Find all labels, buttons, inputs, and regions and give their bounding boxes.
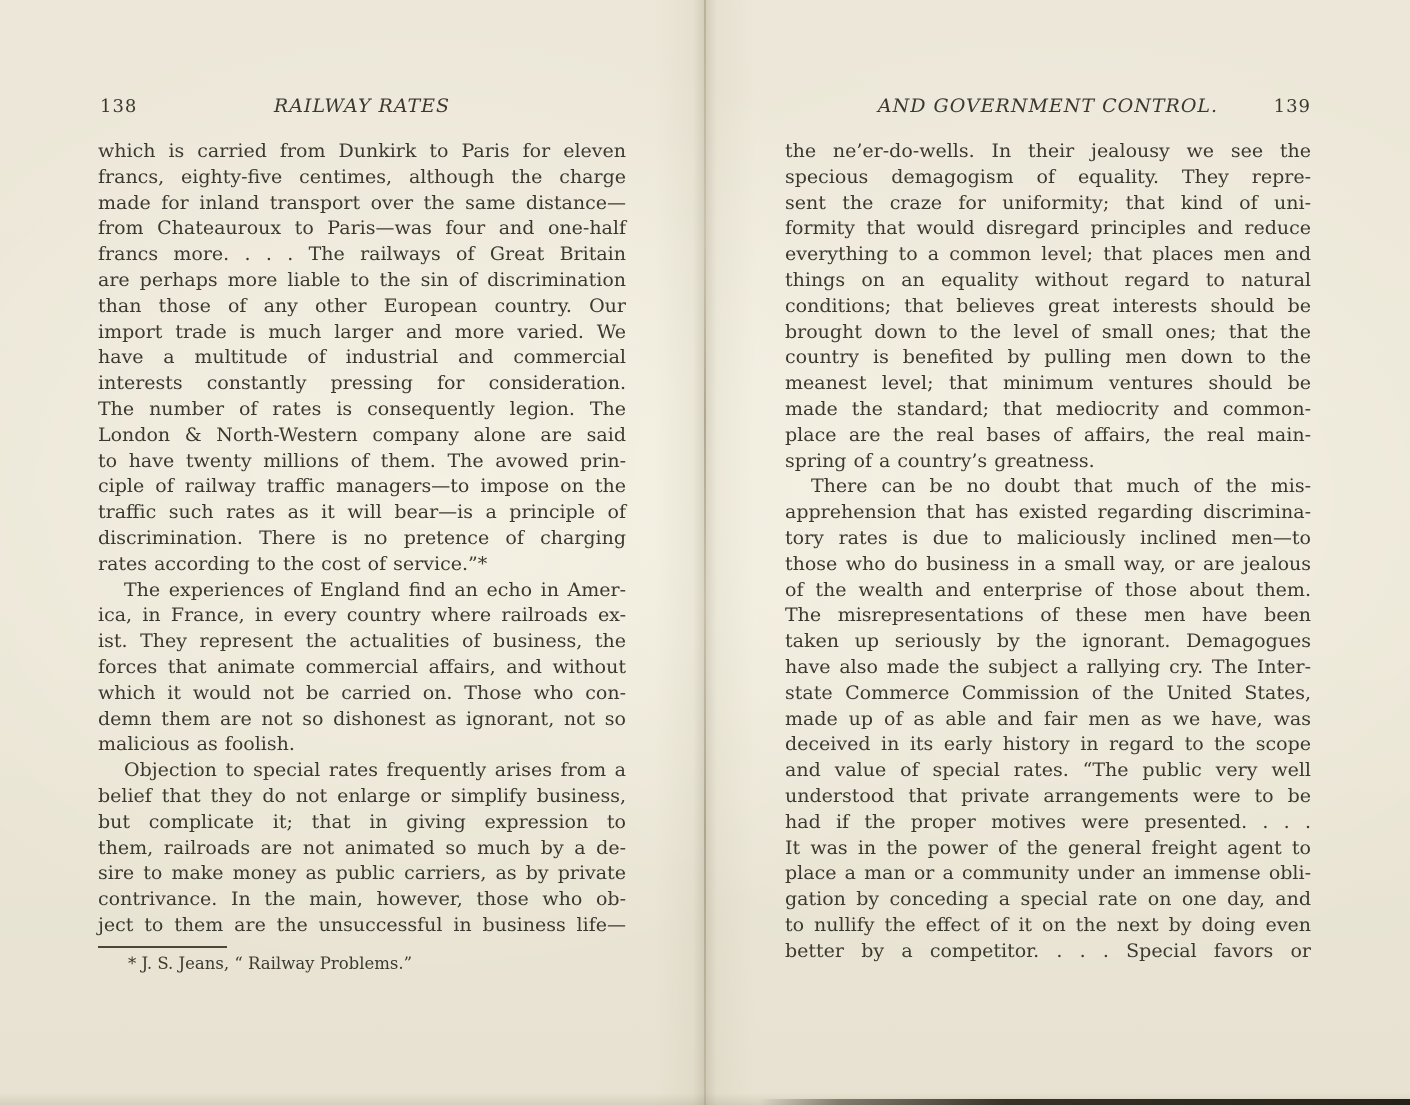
photo-bottom-edge (760, 1099, 1410, 1105)
text-line: It was in the power of the general freight agent to (785, 836, 1311, 859)
text-line: import trade is much larger and more varied. We (98, 320, 626, 343)
text-line: belief that they do not enlarge or simplify business, (98, 784, 626, 807)
text-line: made the standard; that mediocrity and common- (785, 397, 1311, 420)
text-line: ciple of railway traffic managers—to impose on the (98, 475, 626, 498)
text-line: ist. They represent the actualities of business, the (98, 630, 626, 653)
text-line: to have twenty millions of them. The avowed prin- (98, 449, 626, 472)
text-line: deceived in its early history in regard to the scope (785, 733, 1311, 756)
text-line: tory rates is due to maliciously inclined men—to (785, 526, 1311, 549)
text-line: The misrepresentations of these men have been (785, 604, 1311, 627)
text-line: specious demagogism of equality. They repre- (785, 165, 1311, 188)
text-line: interests constantly pressing for consideration. (98, 372, 626, 395)
text-line: are perhaps more liable to the sin of discrimination (98, 268, 626, 291)
text-line: made for inland transport over the same distance— (98, 191, 626, 214)
text-line: rates according to the cost of service.”* (98, 552, 488, 575)
text-line: contrivance. In the main, however, those who ob- (98, 888, 626, 911)
text-line: those who do business in a small way, or are jealous (785, 552, 1311, 575)
text-line: francs, eighty-five centimes, although the charge (98, 165, 626, 188)
right-running-head: AND GOVERNMENT CONTROL. (877, 95, 1219, 117)
text-line: The experiences of England find an echo in Amer- (124, 578, 626, 601)
text-line: There can be no doubt that much of the mis- (811, 475, 1311, 498)
text-line: London & North-Western company alone are said (98, 423, 626, 446)
text-line: discrimination. There is no pretence of charging (98, 526, 626, 549)
text-line: have also made the subject a rallying cry. The Inter- (785, 655, 1311, 678)
text-line: had if the proper motives were presented. . . . (785, 810, 1311, 833)
right-page-text-column (785, 139, 1311, 965)
text-line: Objection to special rates frequently arises from a (124, 759, 626, 782)
text-line: made up of as able and fair men as we have, was (785, 707, 1311, 730)
text-line: brought down to the level of small ones; that the (785, 320, 1311, 343)
page-gutter-crease (704, 0, 706, 1105)
text-line: gation by conceding a special rate on one day, and (785, 888, 1311, 911)
text-line: The number of rates is consequently legion. The (98, 397, 626, 420)
text-line: and value of special rates. “The public very well (785, 759, 1311, 782)
text-line: to nullify the effect of it on the next by doing even (785, 913, 1311, 936)
right-page-number: 139 (1273, 96, 1311, 117)
footnote-rule (98, 946, 227, 948)
text-line: sire to make money as public carriers, as by private (98, 862, 626, 885)
text-line: of the wealth and enterprise of those about them. (785, 578, 1311, 601)
text-line: country is benefited by pulling men down to the (785, 346, 1311, 369)
text-line: everything to a common level; that places men and (785, 243, 1311, 266)
text-line: apprehension that has existed regarding discrimina- (785, 501, 1311, 524)
text-line: place are the real bases of affairs, the real main- (785, 423, 1311, 446)
text-line: traffic such rates as it will bear—is a principle of (98, 501, 626, 524)
text-line: meanest level; that minimum ventures should be (785, 372, 1311, 395)
text-line: taken up seriously by the ignorant. Demagogues (785, 630, 1311, 653)
text-line: place a man or a community under an immense obli- (785, 862, 1311, 885)
text-line: forces that animate commercial affairs, and without (98, 655, 626, 678)
text-line: ject to them are the unsuccessful in business life— (98, 913, 626, 936)
text-line: understood that private arrangements were to be (785, 784, 1311, 807)
text-line: but complicate it; that in giving expression to (98, 810, 626, 833)
text-line: which it would not be carried on. Those who con- (98, 681, 626, 704)
text-line: malicious as foolish. (98, 733, 295, 756)
left-running-head: RAILWAY RATES (273, 95, 451, 117)
left-page-header-row (98, 95, 626, 121)
text-line: have a multitude of industrial and commercial (98, 346, 626, 369)
text-line: from Chateauroux to Paris—was four and one-half (98, 217, 626, 240)
text-line: state Commerce Commission of the United States, (785, 681, 1311, 704)
text-line: sent the craze for uniformity; that kind of uni- (785, 191, 1311, 214)
left-page-text-column (98, 139, 626, 939)
text-line: better by a competitor. . . . Special favors or (785, 939, 1311, 962)
text-line: than those of any other European country. Our (98, 294, 626, 317)
text-line: them, railroads are not animated so much by a de- (98, 836, 626, 859)
text-line: demn them are not so dishonest as ignorant, not so (98, 707, 626, 730)
text-line: ica, in France, in every country where railroads ex- (98, 604, 626, 627)
text-line: conditions; that believes great interests should be (785, 294, 1311, 317)
text-line: things on an equality without regard to natural (785, 268, 1311, 291)
left-page-number: 138 (100, 96, 138, 117)
text-line: francs more. . . . The railways of Great Britain (98, 243, 626, 266)
text-line: formity that would disregard principles and reduce (785, 217, 1311, 240)
text-line: spring of a country’s greatness. (785, 449, 1095, 472)
footnote-text: * J. S. Jeans, “ Railway Problems.” (128, 954, 413, 973)
right-page-header-row (785, 95, 1311, 121)
text-line: the ne’er-do-wells. In their jealousy we see the (785, 140, 1311, 162)
text-line: which is carried from Dunkirk to Paris for eleven (98, 140, 626, 162)
